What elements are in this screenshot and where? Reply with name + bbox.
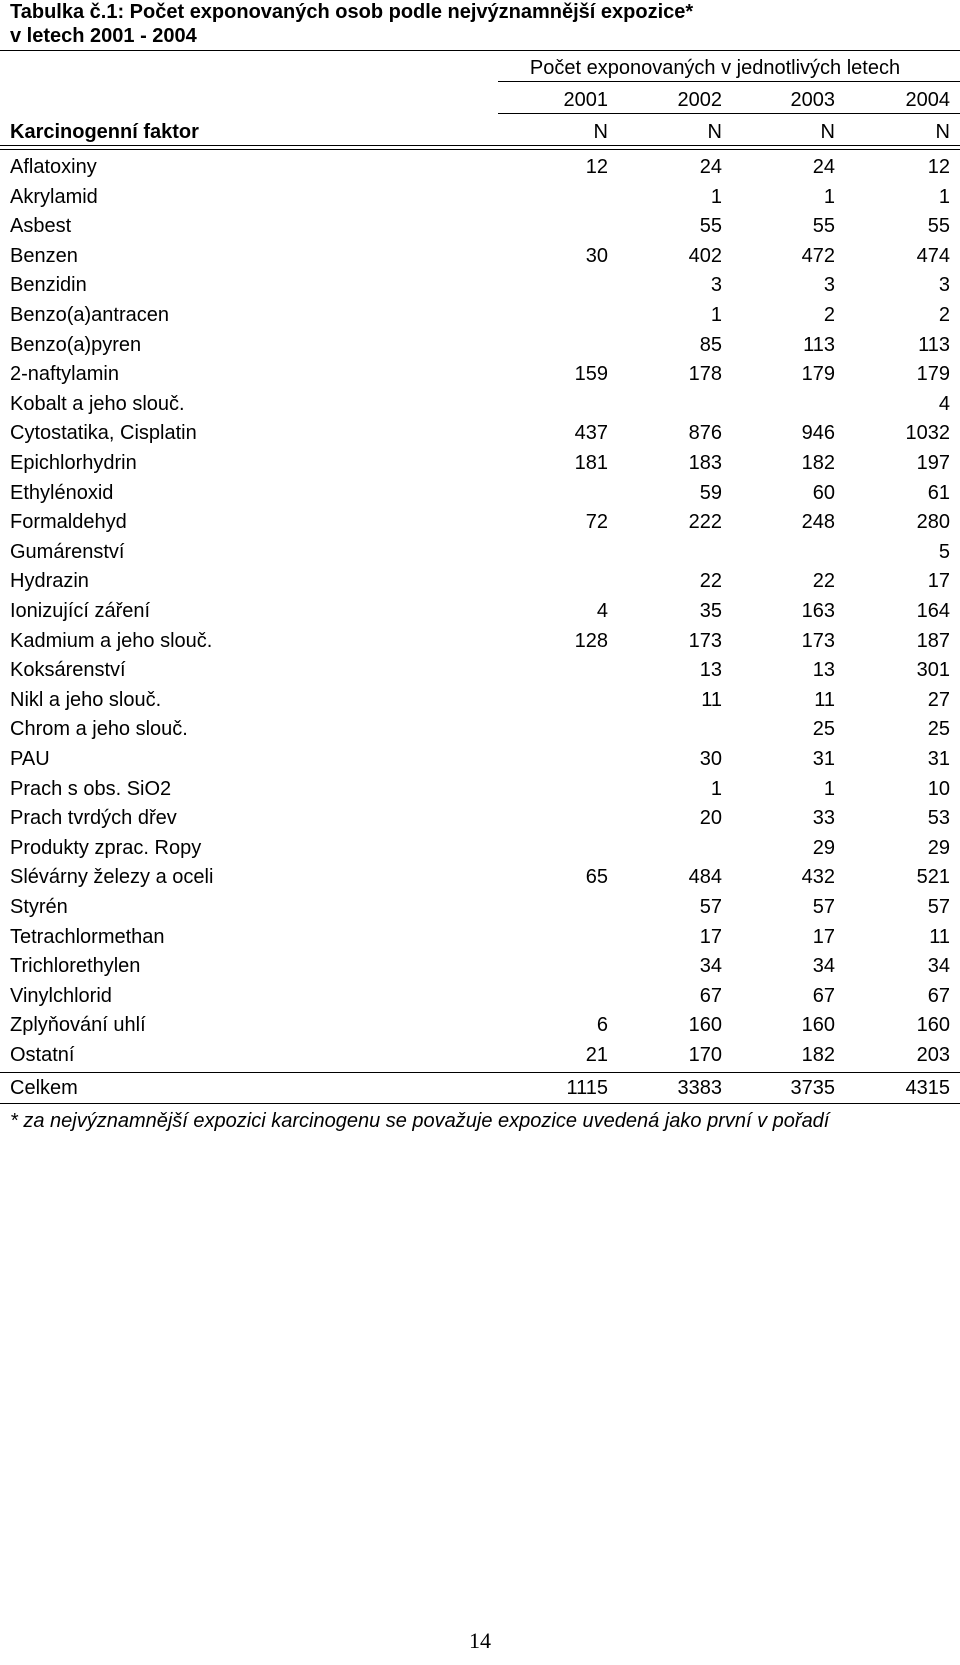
count-cell-2004: 179 <box>916 363 950 385</box>
count-cell-2004: 164 <box>916 600 950 622</box>
count-cell-2001: 21 <box>585 1044 608 1066</box>
count-cell-2004: 1032 <box>905 422 950 444</box>
count-cell-2002: 57 <box>699 896 722 918</box>
factor-name: Hydrazin <box>10 570 89 592</box>
count-cell-2002: 67 <box>699 985 722 1007</box>
total-row <box>0 1074 960 1103</box>
count-cell-2003: 946 <box>801 422 835 444</box>
table-row <box>0 715 960 744</box>
count-cell-2001: 181 <box>574 452 608 474</box>
table-row <box>0 863 960 892</box>
table-row <box>0 419 960 448</box>
n-header-2003: N <box>820 121 835 143</box>
title-rule <box>0 50 960 51</box>
count-cell-2003: 1 <box>823 778 835 800</box>
factor-name: Kobalt a jeho slouč. <box>10 393 185 415</box>
factor-name: Vinylchlorid <box>10 985 112 1007</box>
count-cell-2003: 34 <box>812 955 835 977</box>
header-double-rule-bottom <box>0 149 960 150</box>
count-cell-2002: 13 <box>699 659 722 681</box>
count-cell-2004: 3 <box>938 274 950 296</box>
count-cell-2002: 59 <box>699 482 722 504</box>
factor-name: Zplyňování uhlí <box>10 1014 146 1036</box>
count-cell-2004: 55 <box>927 215 950 237</box>
table-row <box>0 1011 960 1040</box>
count-cell-2004: 10 <box>927 778 950 800</box>
factor-name: Cytostatika, Cisplatin <box>10 422 197 444</box>
footnote: * za nejvýznamnější expozici karcinogenu se považuje expozice uvedená jako první v pořadí <box>10 1110 830 1132</box>
count-cell-2002: 1 <box>710 304 722 326</box>
count-cell-2002: 1 <box>710 186 722 208</box>
count-cell-2003: 55 <box>812 215 835 237</box>
count-cell-2003: 182 <box>801 1044 835 1066</box>
table-row <box>0 627 960 656</box>
count-cell-2003: 25 <box>812 718 835 740</box>
table-title <box>10 0 693 48</box>
count-cell-2002: 20 <box>699 807 722 829</box>
table-title-line-2: v letech 2001 - 2004 <box>10 25 197 47</box>
factor-name: PAU <box>10 748 50 770</box>
total-2002: 3383 <box>677 1077 722 1099</box>
count-cell-2001: 4 <box>596 600 608 622</box>
count-cell-2004: 5 <box>938 541 950 563</box>
count-cell-2003: 472 <box>801 245 835 267</box>
year-header-rule <box>498 113 960 114</box>
count-cell-2002: 484 <box>688 866 722 888</box>
table-row <box>0 597 960 626</box>
factor-name: Kadmium a jeho slouč. <box>10 630 213 652</box>
table-row <box>0 893 960 922</box>
count-cell-2004: 61 <box>927 482 950 504</box>
count-cell-2002: 17 <box>699 926 722 948</box>
table-row <box>0 212 960 241</box>
count-cell-2002: 183 <box>688 452 722 474</box>
count-cell-2004: 187 <box>916 630 950 652</box>
count-cell-2003: 113 <box>803 334 835 356</box>
count-cell-2002: 30 <box>699 748 722 770</box>
count-cell-2003: 24 <box>812 156 835 178</box>
count-cell-2003: 3 <box>823 274 835 296</box>
table-row <box>0 331 960 360</box>
count-cell-2003: 248 <box>801 511 835 533</box>
count-cell-2004: 160 <box>916 1014 950 1036</box>
count-cell-2002: 222 <box>688 511 722 533</box>
count-cell-2002: 3 <box>710 274 722 296</box>
group-header-rule <box>498 81 960 82</box>
total-2004: 4315 <box>905 1077 950 1099</box>
factor-name: Asbest <box>10 215 72 237</box>
year-group-header: Počet exponovaných v jednotlivých letech <box>529 57 901 79</box>
table-row <box>0 567 960 596</box>
count-cell-2004: 197 <box>916 452 950 474</box>
table-row <box>0 745 960 774</box>
table-row <box>0 360 960 389</box>
table-title-line-1: Tabulka č.1: Počet exponovaných osob podle nejvýznamnější expozice* <box>10 1 694 23</box>
table-row <box>0 479 960 508</box>
table-row <box>0 1041 960 1070</box>
factor-name: Koksárenství <box>10 659 126 681</box>
count-cell-2003: 13 <box>812 659 835 681</box>
count-cell-2004: 4 <box>938 393 950 415</box>
year-header-2002: 2002 <box>677 89 722 111</box>
factor-name: Chrom a jeho slouč. <box>10 718 188 740</box>
table-row <box>0 242 960 271</box>
count-cell-2003: 432 <box>801 866 835 888</box>
count-cell-2004: 280 <box>916 511 950 533</box>
count-cell-2002: 35 <box>699 600 722 622</box>
n-header-2002: N <box>707 121 722 143</box>
count-cell-2002: 24 <box>699 156 722 178</box>
table-row <box>0 390 960 419</box>
count-cell-2001: 6 <box>596 1014 608 1036</box>
table-row <box>0 183 960 212</box>
count-cell-2003: 60 <box>812 482 835 504</box>
count-cell-2003: 33 <box>812 807 835 829</box>
count-cell-2001: 72 <box>585 511 608 533</box>
count-cell-2001: 159 <box>574 363 608 385</box>
count-cell-2002: 55 <box>699 215 722 237</box>
count-cell-2002: 178 <box>688 363 722 385</box>
count-cell-2004: 53 <box>927 807 950 829</box>
count-cell-2003: 182 <box>801 452 835 474</box>
factor-name: Prach tvrdých dřev <box>10 807 177 829</box>
count-cell-2004: 67 <box>927 985 950 1007</box>
count-cell-2001: 30 <box>585 245 608 267</box>
count-cell-2004: 12 <box>927 156 950 178</box>
factor-name: Akrylamid <box>10 186 98 208</box>
count-cell-2002: 11 <box>701 689 722 711</box>
total-rule <box>0 1072 960 1073</box>
count-cell-2001: 128 <box>574 630 608 652</box>
count-cell-2001: 437 <box>574 422 608 444</box>
header-double-rule-top <box>0 145 960 146</box>
page-number: 14 <box>469 1628 491 1653</box>
count-cell-2004: 301 <box>916 659 950 681</box>
count-cell-2003: 29 <box>812 837 835 859</box>
count-cell-2004: 521 <box>916 866 950 888</box>
count-cell-2002: 160 <box>688 1014 722 1036</box>
factor-name: Aflatoxiny <box>10 156 97 178</box>
factor-name: Trichlorethylen <box>10 955 141 977</box>
table-row <box>0 952 960 981</box>
count-cell-2004: 34 <box>927 955 950 977</box>
count-cell-2003: 163 <box>801 600 835 622</box>
count-cell-2003: 160 <box>801 1014 835 1036</box>
table-row <box>0 301 960 330</box>
factor-name: Slévárny železy a oceli <box>10 866 214 888</box>
table-row <box>0 538 960 567</box>
count-cell-2003: 179 <box>801 363 835 385</box>
table-row <box>0 923 960 952</box>
count-cell-2002: 876 <box>688 422 722 444</box>
count-cell-2002: 402 <box>688 245 722 267</box>
count-cell-2003: 22 <box>812 570 835 592</box>
factor-name: Produkty zprac. Ropy <box>10 837 202 859</box>
table-row <box>0 804 960 833</box>
factor-name: Benzo(a)pyren <box>10 334 142 356</box>
count-cell-2001: 12 <box>585 156 608 178</box>
count-cell-2002: 22 <box>699 570 722 592</box>
year-header-2004: 2004 <box>905 89 950 111</box>
table-row <box>0 775 960 804</box>
factor-name: Epichlorhydrin <box>10 452 137 474</box>
count-cell-2003: 31 <box>812 748 835 770</box>
table-row <box>0 271 960 300</box>
table-row <box>0 449 960 478</box>
factor-name: Ostatní <box>10 1044 75 1066</box>
factor-name: Prach s obs. SiO2 <box>10 778 172 800</box>
count-cell-2002: 173 <box>688 630 722 652</box>
count-cell-2004: 113 <box>918 334 950 356</box>
count-cell-2004: 2 <box>938 304 950 326</box>
table-row <box>0 686 960 715</box>
year-header-2001: 2001 <box>563 89 608 111</box>
factor-name: 2-naftylamin <box>10 363 119 385</box>
factor-name: Benzo(a)antracen <box>10 304 169 326</box>
count-cell-2003: 57 <box>812 896 835 918</box>
count-cell-2003: 17 <box>812 926 835 948</box>
factor-name: Tetrachlormethan <box>10 926 165 948</box>
count-cell-2004: 203 <box>916 1044 950 1066</box>
count-cell-2003: 2 <box>823 304 835 326</box>
table-bottom-rule <box>0 1103 960 1104</box>
count-cell-2001: 65 <box>585 866 608 888</box>
count-cell-2004: 1 <box>938 186 950 208</box>
count-cell-2002: 85 <box>699 334 722 356</box>
factor-name: Benzidin <box>10 274 87 296</box>
count-cell-2004: 29 <box>927 837 950 859</box>
factor-name: Nikl a jeho slouč. <box>10 689 162 711</box>
count-cell-2003: 1 <box>823 186 835 208</box>
factor-name: Benzen <box>10 245 78 267</box>
count-cell-2003: 173 <box>801 630 835 652</box>
count-cell-2004: 17 <box>927 570 950 592</box>
count-cell-2003: 11 <box>814 689 835 711</box>
factor-name: Gumárenství <box>10 541 125 563</box>
table-row <box>0 834 960 863</box>
factor-name: Formaldehyd <box>10 511 127 533</box>
n-header-2001: N <box>593 121 608 143</box>
table-row <box>0 508 960 537</box>
count-cell-2004: 57 <box>927 896 950 918</box>
count-cell-2002: 34 <box>699 955 722 977</box>
total-2003: 3735 <box>790 1077 835 1099</box>
factor-name: Ethylénoxid <box>10 482 114 504</box>
factor-name: Styrén <box>10 896 68 918</box>
year-header-2003: 2003 <box>790 89 835 111</box>
count-cell-2002: 1 <box>710 778 722 800</box>
n-header-2004: N <box>935 121 950 143</box>
count-cell-2004: 27 <box>927 689 950 711</box>
count-cell-2004: 474 <box>916 245 950 267</box>
count-cell-2004: 31 <box>927 748 950 770</box>
count-cell-2004: 11 <box>929 926 950 948</box>
table-row <box>0 982 960 1011</box>
total-label: Celkem <box>10 1077 78 1099</box>
count-cell-2002: 170 <box>688 1044 722 1066</box>
total-2001: 1115 <box>566 1077 608 1099</box>
count-cell-2003: 67 <box>812 985 835 1007</box>
factor-name: Ionizující záření <box>10 600 151 622</box>
table-row <box>0 656 960 685</box>
table-row <box>0 153 960 182</box>
factor-column-header: Karcinogenní faktor <box>10 121 199 143</box>
count-cell-2004: 25 <box>927 718 950 740</box>
